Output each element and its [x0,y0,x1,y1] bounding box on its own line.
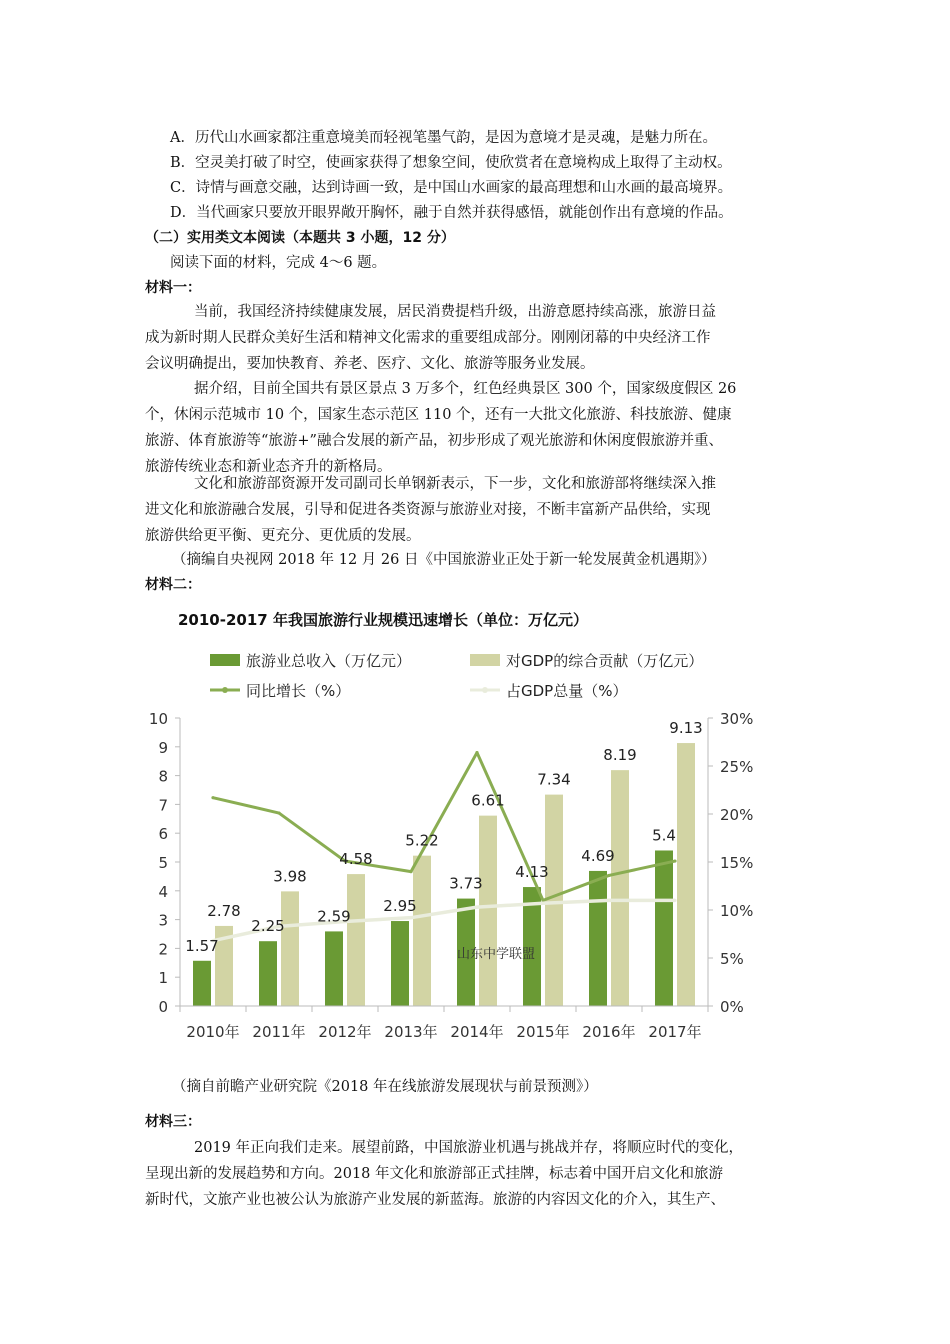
left-tick-label: 1 [158,969,168,988]
chart-legend [210,652,703,700]
material1-p2 [145,376,815,480]
data-label-revenue: 4.69 [581,846,615,865]
left-tick-label: 10 [148,710,168,728]
data-label-revenue: 2.95 [383,897,417,916]
m1-p2-line: 旅游、体育旅游等“旅游+”融合发展的新产品，初步形成了观光旅游和休闲度假旅游并重、 [145,433,723,449]
section-heading: （二）实用类文本阅读（本题共 3 小题，12 分） [145,230,455,246]
point-gdp-share [541,902,544,905]
material2-source: （摘自前瞻产业研究院《2018 年在线旅游发展现状与前景预测》） [172,1079,598,1095]
point-yoy-growth [277,811,280,814]
material1-label: 材料一： [145,280,201,296]
legend-swatch [210,654,240,666]
data-label-gdp-contribution: 6.61 [471,791,505,810]
bar-gdp-contribution [347,874,365,1006]
left-tick-label: 5 [158,854,168,872]
material1-source: （摘编自央视网 2018 年 12 月 26 日《中国旅游业正处于新一轮发展黄金机遇期》） [172,552,716,568]
m1-p3-line: 文化和旅游部资源开发司副司长单钢新表示，下一步，文化和旅游部将继续深入推 [194,476,716,492]
data-label-gdp-contribution: 4.58 [339,850,373,869]
right-tick-label: 0% [720,998,744,1016]
data-label-revenue: 2.25 [251,917,285,936]
bar-gdp-contribution [611,770,629,1006]
point-yoy-growth [409,870,412,873]
data-label-revenue: 5.4 [652,826,676,845]
bar-revenue [589,871,607,1006]
bar-revenue [391,921,409,1006]
material3-text [145,1135,815,1213]
point-gdp-share [475,906,478,909]
m1-p2-line: 据介绍，目前全国共有景区景点 3 万多个，红色经典景区 300 个，国家级度假区 26 [194,381,737,397]
x-tick-label: 2013年 [384,1023,438,1041]
point-yoy-growth [475,751,478,754]
point-yoy-growth [211,796,214,799]
left-tick-label: 9 [158,738,168,757]
right-tick-label: 5% [720,950,744,968]
left-tick-label: 4 [158,882,168,901]
m1-p2-line: 旅游传统业态和新业态齐升的新格局。 [145,459,392,475]
m1-p1-line: 当前，我国经济持续健康发展，居民消费提档升级，出游意愿持续高涨，旅游日益 [194,304,716,320]
x-tick-label: 2016年 [582,1023,636,1041]
x-tick-label: 2014年 [450,1023,504,1041]
data-label-gdp-contribution: 5.22 [405,831,439,850]
bar-revenue [655,850,673,1006]
bar-gdp-contribution [677,743,695,1006]
right-tick-label: 20% [720,806,754,824]
m1-p3-line: 进文化和旅游融合发展，引导和促进各类资源与旅游业对接，不断丰富新产品供给，实现 [145,502,711,518]
m1-p2-line: 个，休闲示范城市 10 个，国家生态示范区 110 个，还有一大批文化旅游、科技旅游、健康 [145,407,732,423]
bar-revenue [193,961,211,1006]
x-tick-label: 2015年 [516,1023,570,1041]
option-a: A．历代山水画家都注重意境美而轻视笔墨气韵，是因为意境才是灵魂，是魅力所在。 [170,130,717,146]
right-tick-label: 25% [720,758,754,776]
left-tick-label: 8 [158,767,168,786]
data-label-gdp-contribution: 3.98 [273,867,307,886]
left-tick-label: 7 [158,796,168,815]
x-tick-label: 2010年 [186,1023,240,1041]
legend-marker [482,687,488,693]
chart-title: 2010-2017 年我国旅游行业规模迅速增长（单位：万亿元） [178,611,588,629]
option-c: C．诗情与画意交融，达到诗画一致，是中国山水画家的最高理想和山水画的最高境界。 [170,180,733,196]
legend-label: 同比增长（%） [246,682,351,700]
material3-label: 材料三： [145,1114,201,1130]
legend-label: 占GDP总量（%） [506,682,628,700]
left-tick-label: 3 [158,911,168,930]
data-label-revenue: 3.73 [449,874,483,893]
legend-marker [222,687,228,693]
legend-label: 对GDP的综合贡献（万亿元） [506,652,704,670]
data-label-gdp-contribution: 7.34 [537,770,571,789]
bar-gdp-contribution [281,891,299,1006]
m3-line: 呈现出新的发展趋势和方向。2018 年文化和旅游部正式挂牌，标志着中国开启文化和旅游 [145,1166,724,1182]
point-yoy-growth [673,859,676,862]
data-label-gdp-contribution: 8.19 [603,746,637,765]
m1-p1-line: 会议明确提出，要加快教育、养老、医疗、文化、旅游等服务业发展。 [145,356,595,372]
point-gdp-share [409,916,412,919]
m3-line: 2019 年正向我们走来。展望前路，中国旅游业机遇与挑战并存，将顺应时代的变化， [194,1140,744,1156]
option-b: B．空灵美打破了时空，使画家获得了想象空间，使欣赏者在意境构成上取得了主动权。 [170,155,732,171]
bar-gdp-contribution [413,856,431,1006]
right-tick-label: 30% [720,710,754,728]
material2-label: 材料二： [145,577,201,593]
instruction: 阅读下面的材料，完成 4～6 题。 [170,255,387,271]
point-gdp-share [607,899,610,902]
point-yoy-growth [607,874,610,877]
m1-p3-line: 旅游供给更平衡、更充分、更优质的发展。 [145,528,421,544]
data-label-revenue: 2.59 [317,907,351,926]
bar-gdp-contribution [479,816,497,1006]
material1-p1 [145,299,815,377]
left-tick-label: 2 [158,940,168,959]
m1-p1-line: 成为新时期人民群众美好生活和精神文化需求的重要组成部分。刚刚闭幕的中央经济工作 [145,330,711,346]
material1-p3 [145,471,815,549]
bar-gdp-contribution [545,795,563,1006]
m3-line: 新时代，文旅产业也被公认为旅游产业发展的新蓝海。旅游的内容因文化的介入，其生产、 [145,1192,725,1208]
left-tick-label: 0 [158,998,168,1016]
data-label-gdp-contribution: 2.78 [207,901,241,920]
left-tick-label: 6 [158,825,168,844]
bar-revenue [325,931,343,1006]
watermark: 山东中学联盟 [456,947,536,962]
bar-revenue [259,941,277,1006]
x-tick-label: 2011年 [252,1023,306,1041]
data-label-revenue: 4.13 [515,863,549,882]
right-tick-label: 10% [720,902,754,920]
tourism-chart [130,640,770,1050]
legend-label: 旅游业总收入（万亿元） [246,652,412,670]
legend-swatch [470,654,500,666]
x-tick-label: 2017年 [648,1023,702,1041]
option-d: D．当代画家只要放开眼界敞开胸怀，融于自然并获得感悟，就能创作出有意境的作品。 [170,205,733,221]
data-label-revenue: 1.57 [185,936,219,955]
right-tick-label: 15% [720,854,754,872]
point-gdp-share [673,899,676,902]
x-tick-label: 2012年 [318,1023,372,1041]
data-label-gdp-contribution: 9.13 [669,719,703,738]
